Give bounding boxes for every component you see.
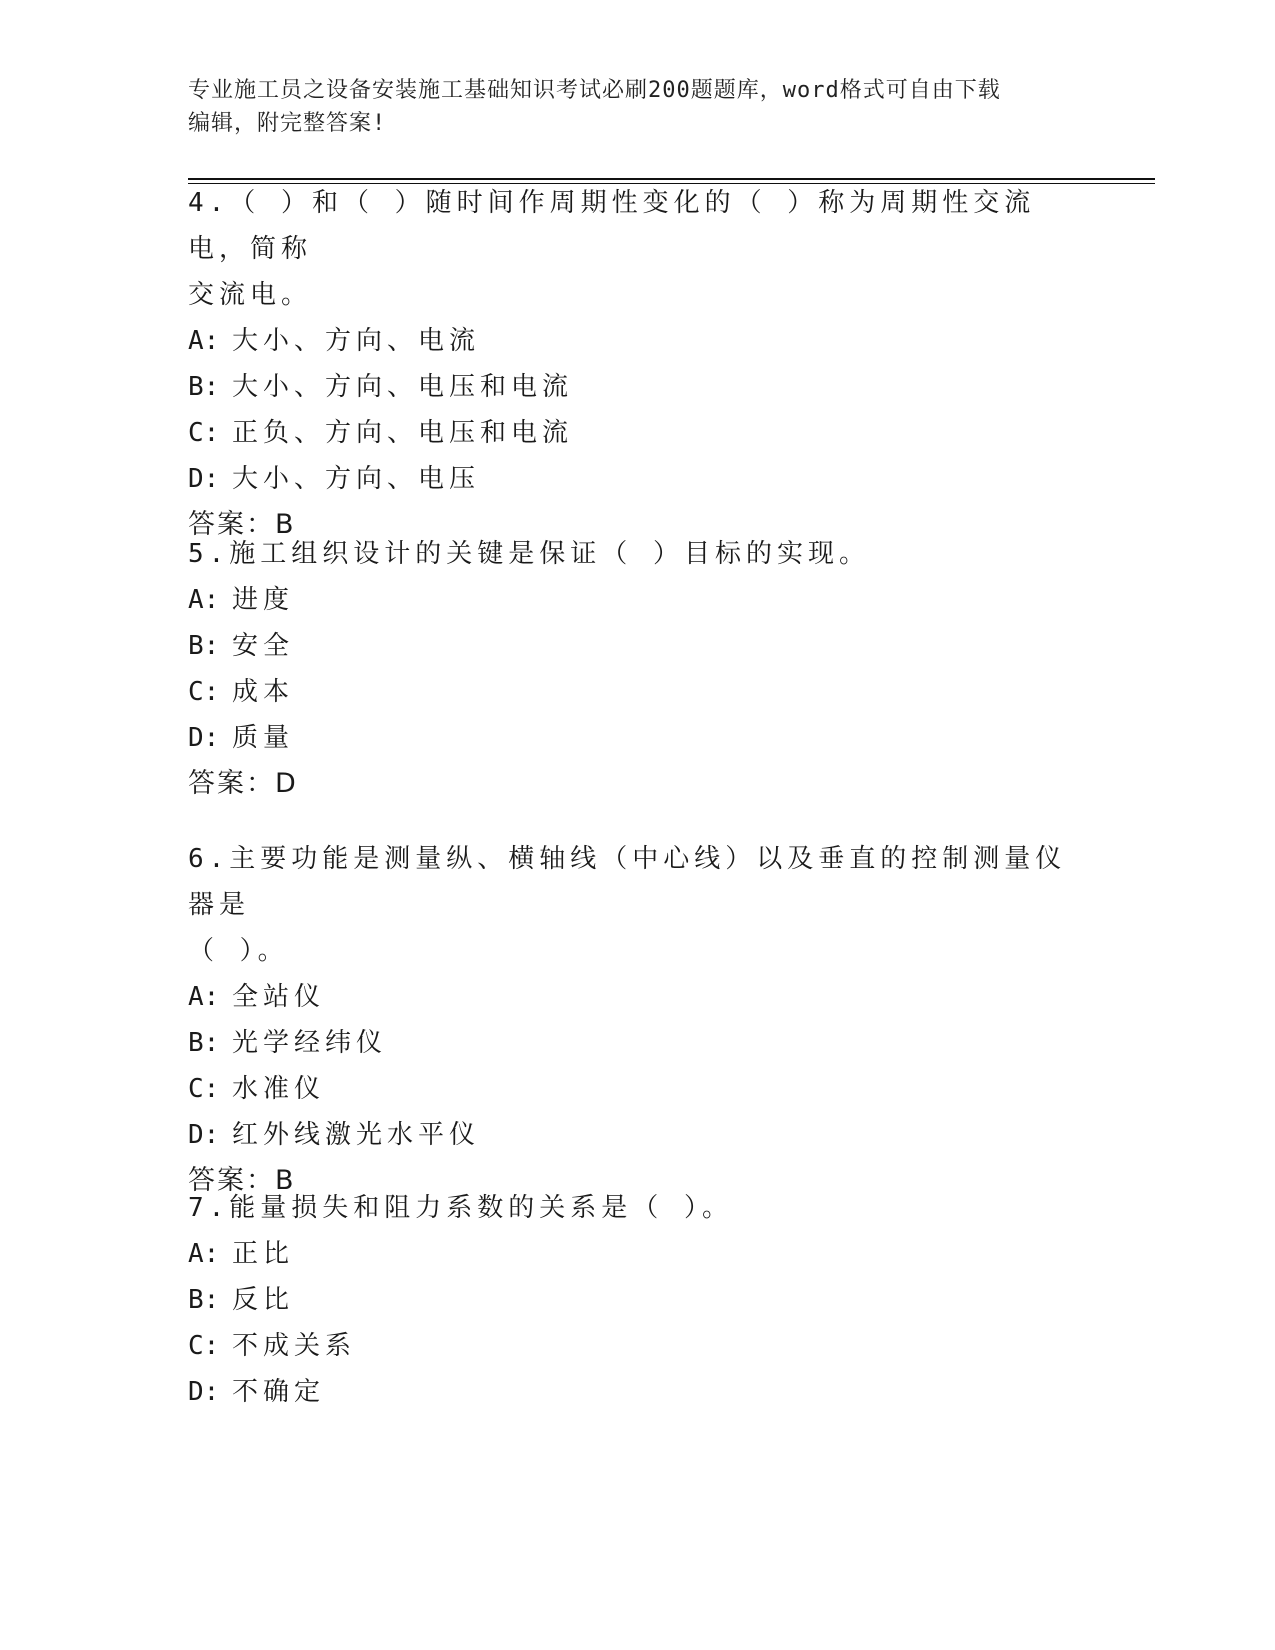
header-line-1: 专业施工员之设备安装施工基础知识考试必刷200题题库，word格式可自由下载 — [188, 78, 1001, 103]
option-text: 不成关系 — [232, 1331, 357, 1361]
option-text: 正负、方向、电压和电流 — [232, 418, 574, 448]
option-text: 大小、方向、电流 — [232, 326, 481, 356]
option-key: C: — [188, 418, 220, 448]
option-a — [188, 1231, 1088, 1277]
option-text: 光学经纬仪 — [232, 1028, 388, 1058]
option-key: B: — [188, 372, 220, 402]
option-key: D: — [188, 464, 220, 494]
option-text: 不确定 — [232, 1377, 326, 1407]
option-text: 安全 — [232, 631, 295, 661]
option-d — [188, 456, 1088, 502]
option-key: A: — [188, 1239, 220, 1269]
question-block — [188, 1185, 1088, 1415]
question-block — [188, 180, 1088, 548]
option-b — [188, 1277, 1088, 1323]
option-key: D: — [188, 1120, 220, 1150]
question-stem: 6.主要功能是测量纵、横轴线（中心线）以及垂直的控制测量仪器是 — [188, 844, 1067, 920]
option-key: C: — [188, 1331, 220, 1361]
option-c — [188, 669, 1088, 715]
option-key: D: — [188, 723, 220, 753]
option-key: A: — [188, 982, 220, 1012]
option-text: 红外线激光水平仪 — [232, 1120, 481, 1150]
option-key: B: — [188, 1285, 220, 1315]
option-a — [188, 974, 1088, 1020]
option-b — [188, 364, 1088, 410]
option-d — [188, 1369, 1088, 1415]
header-line-2: 编辑，附完整答案! — [188, 111, 387, 136]
answer-line: 答案：B — [188, 509, 296, 540]
option-key: C: — [188, 677, 220, 707]
option-text: 正比 — [232, 1239, 295, 1269]
question-stem: 4.（ ）和（ ）随时间作周期性变化的（ ）称为周期性交流电，简称 — [188, 188, 1036, 264]
option-key: A: — [188, 585, 220, 615]
answer-line: 答案：D — [188, 768, 298, 799]
option-text: 成本 — [232, 677, 295, 707]
question-stem-continued: 交流电。 — [188, 280, 313, 310]
option-text: 水准仪 — [232, 1074, 326, 1104]
option-key: D: — [188, 1377, 220, 1407]
question-stem: 7.能量损失和阻力系数的关系是（ ）。 — [188, 1193, 733, 1223]
document-header — [188, 74, 1088, 140]
option-key: C: — [188, 1074, 220, 1104]
question-block — [188, 836, 1088, 1204]
option-d — [188, 1112, 1088, 1158]
option-text: 大小、方向、电压和电流 — [232, 372, 574, 402]
option-text: 进度 — [232, 585, 295, 615]
option-b — [188, 623, 1088, 669]
option-key: B: — [188, 631, 220, 661]
option-c — [188, 1323, 1088, 1369]
question-stem-continued: （ ）。 — [188, 936, 289, 966]
question-stem: 5.施工组织设计的关键是保证（ ）目标的实现。 — [188, 539, 870, 569]
option-d — [188, 715, 1088, 761]
question-block — [188, 531, 1088, 807]
option-key: B: — [188, 1028, 220, 1058]
option-a — [188, 318, 1088, 364]
option-a — [188, 577, 1088, 623]
option-key: A: — [188, 326, 220, 356]
option-b — [188, 1020, 1088, 1066]
option-text: 全站仪 — [232, 982, 326, 1012]
option-text: 质量 — [232, 723, 295, 753]
option-text: 反比 — [232, 1285, 295, 1315]
option-text: 大小、方向、电压 — [232, 464, 481, 494]
answer-line: 答案：B — [188, 1165, 296, 1196]
option-c — [188, 410, 1088, 456]
option-c — [188, 1066, 1088, 1112]
